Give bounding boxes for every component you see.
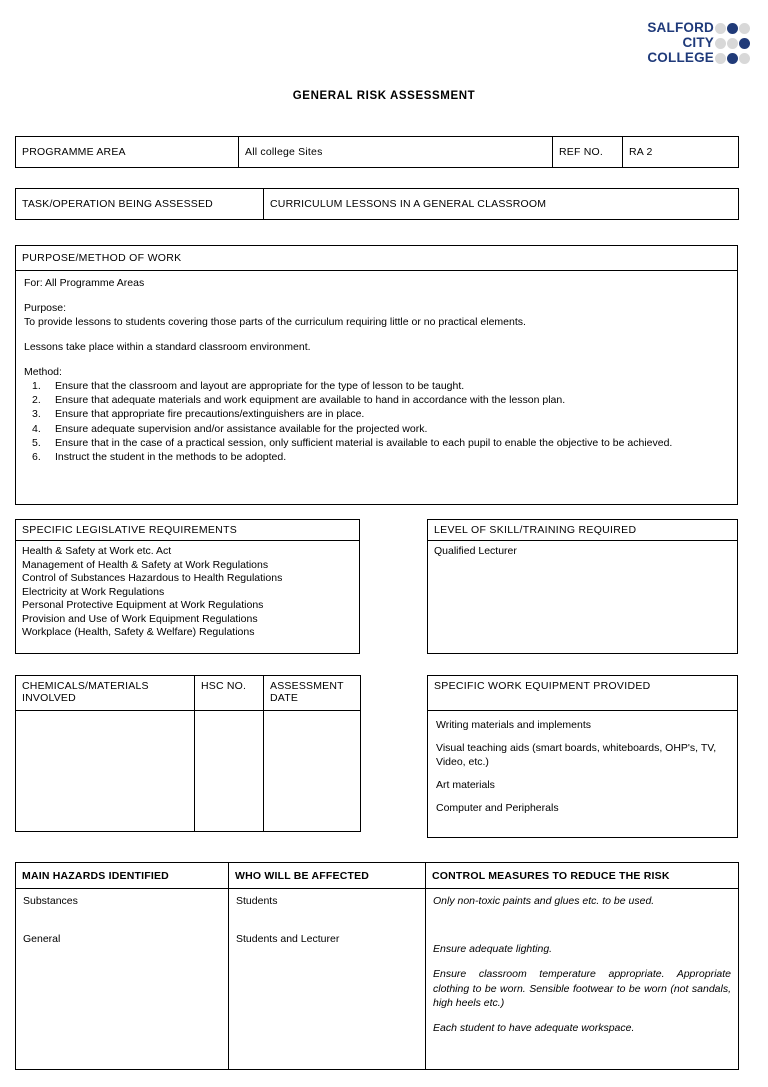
hazards-control-measures-table [15, 862, 739, 1070]
list-item: Personal Protective Equipment at Work Regulations [22, 599, 264, 611]
logo-dots-row-3 [715, 53, 750, 64]
task-operation-table [15, 188, 739, 220]
spacer [24, 354, 729, 365]
chemicals-cell-material[interactable] [16, 711, 195, 832]
ref-no-label: REF NO. [553, 137, 623, 168]
spacer [23, 908, 221, 932]
work-equipment-title: SPECIFIC WORK EQUIPMENT PROVIDED [428, 676, 738, 711]
table-row [428, 711, 738, 838]
method-list-item: Ensure that in the case of a practical session, only sufficient material is available to each pupil to enable the objective to be achieved. [55, 436, 673, 449]
logo-dot [715, 38, 726, 49]
logo-dots-row-2 [715, 38, 750, 49]
method-list-item: Ensure that the classroom and layout are appropriate for the type of lesson to be taught. [55, 380, 465, 392]
skill-training-title: LEVEL OF SKILL/TRAINING REQUIRED [428, 520, 738, 541]
chemicals-cell-assessment-date[interactable] [264, 711, 361, 832]
purpose-location-text: Lessons take place within a standard classroom environment. [24, 341, 311, 353]
logo-dot [715, 23, 726, 34]
work-equipment-body [428, 711, 738, 838]
method-list-item: Ensure that adequate materials and work equipment are available to hand in accordance with the lesson plan. [55, 394, 566, 407]
list-item: Visual teaching aids (smart boards, whiteboards, OHP's, TV, Video, etc.) [436, 742, 717, 768]
work-equipment-table [427, 675, 738, 838]
chemicals-col-header-hsc-no: HSC NO. [195, 676, 264, 711]
table-row [16, 137, 739, 168]
purpose-for-line: For: All Programme Areas [24, 277, 145, 289]
spacer [24, 290, 729, 301]
control-measure-entry: Only non-toxic paints and glues etc. to be used. [433, 895, 655, 907]
table-row [428, 676, 738, 711]
list-item: Control of Substances Hazardous to Health Regulations [22, 572, 283, 584]
chemicals-materials-table [15, 675, 361, 832]
hazard-entry: General [23, 933, 61, 945]
method-list-item: Ensure adequate supervision and/or assistance available for the projected work. [55, 422, 428, 435]
table-row [428, 520, 738, 541]
list-item: Art materials [436, 779, 495, 791]
table-row [16, 889, 739, 1070]
logo-dots-row-1 [715, 23, 750, 34]
ref-no-value[interactable]: RA 2 [623, 137, 739, 168]
skill-training-body [428, 541, 738, 654]
hazards-cell-control-measures[interactable] [426, 889, 739, 1070]
table-row [16, 271, 738, 505]
salford-city-college-logo [647, 21, 750, 65]
task-label: TASK/OPERATION BEING ASSESSED [16, 189, 264, 220]
method-list [24, 379, 729, 464]
skill-training-table [427, 519, 738, 654]
legislative-requirements-table [15, 519, 360, 654]
affected-entry: Students and Lecturer [236, 933, 340, 945]
list-item: Health & Safety at Work etc. Act [22, 545, 172, 557]
hazard-entry: Substances [23, 895, 78, 907]
logo-dot [739, 53, 750, 64]
spacer [236, 908, 418, 932]
hazards-cell-who-affected[interactable] [229, 889, 426, 1070]
logo-row-city [682, 36, 750, 50]
table-row [16, 246, 738, 271]
table-header-row [16, 676, 361, 711]
control-measure-entry: Ensure classroom temperature appropriate. Appropriate clothing to be worn. Sensible footwear to be worn (not sandals, high heels etc.) [433, 968, 731, 1009]
logo-dot [727, 23, 738, 34]
hazards-cell-main-hazards[interactable] [16, 889, 229, 1070]
method-heading: Method: [24, 366, 62, 378]
chemicals-col-header-material: CHEMICALS/MATERIALS INVOLVED [16, 676, 195, 711]
logo-word-college: COLLEGE [647, 50, 714, 65]
list-item: Provision and Use of Work Equipment Regulations [22, 612, 258, 625]
chemicals-col-header-assessment-date: ASSESSMENT DATE [264, 676, 361, 711]
task-value[interactable]: CURRICULUM LESSONS IN A GENERAL CLASSROOM [264, 189, 739, 220]
list-item: Workplace (Health, Safety & Welfare) Regulations [22, 626, 255, 638]
table-row [428, 541, 738, 654]
affected-entry: Students [236, 895, 278, 907]
table-row [16, 520, 360, 541]
logo-word-salford: SALFORD [647, 20, 714, 35]
legislative-requirements-body [16, 541, 360, 654]
programme-area-label: PROGRAMME AREA [16, 137, 239, 168]
list-item: Management of Health & Safety at Work Regulations [22, 558, 269, 571]
legislative-requirements-title: SPECIFIC LEGISLATIVE REQUIREMENTS [16, 520, 360, 541]
spacer [433, 919, 731, 942]
page-title: GENERAL RISK ASSESSMENT [292, 90, 476, 102]
programme-area-table [15, 136, 739, 168]
logo-row-salford [647, 21, 750, 35]
hazards-col-header-who-affected: WHO WILL BE AFFECTED [229, 863, 426, 889]
control-measure-entry: Each student to have adequate workspace. [433, 1022, 635, 1035]
logo-row-college [647, 51, 750, 65]
method-list-item: Instruct the student in the methods to be adopted. [55, 451, 287, 464]
hazards-col-header-control-measures: CONTROL MEASURES TO REDUCE THE RISK [426, 863, 739, 889]
table-row [16, 189, 739, 220]
table-row [16, 711, 361, 832]
logo-dot [727, 38, 738, 49]
list-item: Electricity at Work Regulations [22, 585, 165, 598]
table-header-row [16, 863, 739, 889]
logo-dot [727, 53, 738, 64]
method-list-item: Ensure that appropriate fire precautions/extinguishers are in place. [55, 408, 365, 421]
logo-word-city: CITY [682, 35, 714, 50]
list-item: Computer and Peripherals [436, 802, 559, 814]
logo-dot [715, 53, 726, 64]
control-measure-entry: Ensure adequate lighting. [433, 943, 553, 956]
programme-area-value[interactable]: All college Sites [239, 137, 553, 168]
spacer [24, 464, 729, 494]
logo-dot [739, 38, 750, 49]
purpose-text: To provide lessons to students covering those parts of the curriculum requiring little or no practical elements. [24, 316, 526, 328]
purpose-method-body [16, 271, 738, 505]
logo-dot [739, 23, 750, 34]
table-row [16, 541, 360, 654]
hazards-col-header-main-hazards: MAIN HAZARDS IDENTIFIED [16, 863, 229, 889]
chemicals-cell-hsc-no[interactable] [195, 711, 264, 832]
list-item: Writing materials and implements [436, 719, 592, 731]
purpose-heading: Purpose: [24, 302, 67, 314]
spacer [24, 329, 729, 340]
list-item: Qualified Lecturer [434, 545, 517, 557]
purpose-method-table [15, 245, 738, 505]
purpose-method-title: PURPOSE/METHOD OF WORK [16, 246, 738, 271]
